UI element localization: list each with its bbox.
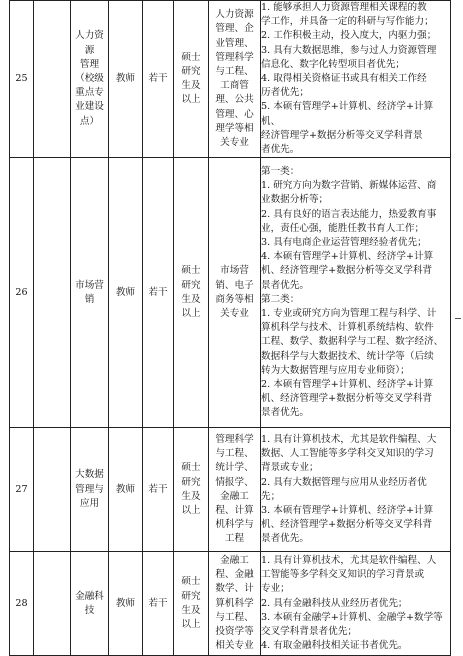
blank-cell — [34, 158, 71, 428]
requirement-line: 交叉学科背景者优先； — [261, 626, 357, 638]
degree-requirement-line: 生及 — [181, 80, 201, 92]
post-name-line: 管理与 — [75, 483, 104, 495]
other-requirements — [261, 552, 451, 656]
degree-requirement — [174, 428, 209, 552]
headcount: 若干 — [143, 552, 174, 656]
requirement-line: 3. 本硕有金融学+计算机、金融学+数学等 — [261, 611, 443, 623]
degree-requirement-line: 硕士 — [181, 265, 201, 277]
blank-cell — [34, 428, 71, 552]
major-requirement-line: 管理科学 — [215, 433, 254, 445]
requirement-line: 机、经济管理学+数据分析等交叉学科背 — [261, 393, 433, 405]
post-name — [71, 158, 109, 428]
major-requirement-line: 商务等相 — [215, 293, 254, 305]
major-requirement-line: 关专业 — [220, 136, 249, 148]
other-requirements — [261, 158, 451, 428]
requirement-line: 机、经济管理学+数据分析等交叉学科背 — [261, 265, 433, 277]
requirement-line: 2. 具有大数据管理与应用从业经历者优 — [261, 476, 427, 488]
post-name-line: 应用 — [79, 497, 100, 509]
requirement-line: 4. 有取金融科技相关证书者优先。 — [261, 640, 408, 652]
requirement-line: 第二类： — [261, 293, 300, 305]
major-requirement-line: 理学等相 — [215, 122, 254, 134]
post-title: 教师 — [109, 428, 143, 552]
major-requirement-line: 机科学与 — [215, 519, 254, 531]
degree-requirement-line: 研究 — [181, 279, 201, 291]
requirement-line: 学工作，并具备一定的科研与写作能力； — [261, 16, 434, 28]
requirement-line: 算机科学与技术、计算机系统结构、软件 — [261, 322, 434, 334]
degree-requirement-line: 以上 — [181, 618, 201, 630]
requirement-line: 2. 具有良好的语言表达能力，热爱教育事 — [261, 208, 437, 220]
major-requirement-line: 算机科学 — [215, 597, 254, 609]
major-requirement-line: 与工程、 — [215, 448, 254, 460]
post-name — [71, 428, 109, 552]
row-number: 26 — [10, 158, 34, 428]
requirement-line: 专业； — [261, 583, 290, 595]
requirement-line: 数据、人工智能等多学科交叉知识的学习 — [261, 448, 434, 460]
requirement-line: 3. 本硕有管理学+计算机、经济学+计算 — [261, 504, 434, 516]
requirement-line: 1. 专业或研究方向为管理工程与科学、计 — [261, 307, 437, 319]
post-name-line: 大数据 — [75, 469, 104, 481]
post-name-line: 业建设 — [75, 101, 104, 113]
requirement-line: 数据科学与大数据技术、统计学等（后续 — [261, 350, 434, 362]
post-name — [71, 552, 109, 656]
degree-requirement-line: 研究 — [181, 476, 201, 488]
major-requirement-line: 人力资源 — [215, 9, 254, 21]
post-name-line: 点） — [79, 115, 100, 127]
degree-requirement-line: 研究 — [181, 65, 201, 77]
requirement-line: 2. 具有金融科技从业经历者优先； — [261, 597, 408, 609]
requirement-line: 4. 本硕有管理学+计算机、经济学+计算 — [261, 251, 434, 263]
major-requirement-line: 理、公共 — [215, 94, 254, 106]
degree-requirement-line: 硕士 — [181, 576, 201, 588]
post-name — [71, 1, 109, 158]
major-requirement — [209, 158, 261, 428]
page-margin-mark — [455, 318, 461, 319]
requirement-line: 者优先。 — [261, 144, 300, 156]
degree-requirement-line: 生及 — [181, 490, 201, 502]
post-name-line: 金融科 — [75, 590, 104, 602]
major-requirement-line: 统计学、 — [215, 462, 254, 474]
major-requirement-line: 金融工 — [220, 555, 249, 567]
requirement-line: 景者优先。 — [261, 407, 309, 419]
major-requirement-line: 工商管 — [220, 80, 249, 92]
post-title: 教师 — [109, 158, 143, 428]
requirement-line: 2. 工作积极主动，投入度大，内驱力强； — [261, 30, 437, 42]
major-requirement — [209, 552, 261, 656]
requirement-line: 工智能等多学科交叉知识的学习背景或 — [261, 569, 425, 581]
requirement-line: 景者优先。 — [261, 533, 309, 545]
requirement-line: 先； — [261, 490, 281, 502]
requirement-line: 3. 具有电商企业运营管理经验者优先； — [261, 236, 427, 248]
requirement-line: 第一类： — [261, 165, 300, 177]
row-number: 27 — [10, 428, 34, 552]
post-name-line: 管理 — [79, 58, 100, 70]
major-requirement-line: 与工程、 — [215, 611, 254, 623]
requirement-line: 历者优先； — [261, 87, 309, 99]
major-requirement-line: 市场营 — [220, 265, 249, 277]
major-requirement-line: 金融工 — [220, 490, 249, 502]
requirement-line: 1. 具有计算机技术，尤其是软件编程、人 — [261, 555, 437, 567]
requirement-line: 1. 能够承担人力资源管理相关课程的教 — [261, 2, 427, 13]
major-requirement-line: 相关专业 — [215, 640, 254, 652]
requirement-line: 1. 具有计算机技术，尤其是软件编程、大 — [261, 433, 437, 445]
other-requirements — [261, 428, 451, 552]
degree-requirement-line: 以上 — [181, 307, 201, 319]
post-name-line: 人力资源 — [75, 30, 104, 56]
headcount: 若干 — [143, 1, 174, 158]
post-name-line: 销 — [84, 293, 95, 305]
major-requirement-line: 管理科学 — [215, 51, 254, 63]
major-requirement — [209, 428, 261, 552]
degree-requirement-line: 以上 — [181, 504, 201, 516]
requirement-line: 2. 本硕有管理学+计算机、经济学+计算 — [261, 378, 434, 390]
blank-cell — [34, 552, 71, 656]
requirement-line: 信息化、数字化转型项目者优先； — [261, 58, 405, 70]
requirement-line: 1. 研究方向为数字营销、新媒体运营、商 — [261, 180, 437, 192]
table-row — [10, 1, 451, 158]
degree-requirement-line: 硕士 — [181, 462, 201, 474]
post-name-line: 技 — [84, 604, 95, 616]
post-title: 教师 — [109, 1, 143, 158]
recruitment-table — [9, 0, 451, 656]
requirement-line: 转为大数据管理与应用专业师资）； — [261, 364, 410, 376]
headcount: 若干 — [143, 428, 174, 552]
degree-requirement-line: 以上 — [181, 94, 201, 106]
table-row — [10, 158, 451, 428]
major-requirement-line: 程、金融 — [215, 569, 254, 581]
major-requirement-line: 程、计算 — [215, 504, 254, 516]
requirement-line: 经济管理学+数据分析等交叉学科背景 — [261, 129, 423, 141]
degree-requirement — [174, 158, 209, 428]
major-requirement-line: 销、电子 — [215, 279, 254, 291]
major-requirement-line: 业管理、 — [215, 37, 254, 49]
degree-requirement-line: 硕士 — [181, 51, 201, 63]
major-requirement-line: 管理、心 — [215, 108, 254, 120]
requirement-line: 景者优先。 — [261, 279, 309, 291]
requirement-line: 机、经济管理学+数据分析等交叉学科背 — [261, 519, 433, 531]
major-requirement-line: 投资学等 — [215, 626, 254, 638]
row-number: 25 — [10, 1, 34, 158]
degree-requirement-line: 生及 — [181, 293, 201, 305]
table-row — [10, 552, 451, 656]
degree-requirement — [174, 1, 209, 158]
requirement-line: 业，责任心强，能胜任教书育人工作； — [261, 222, 425, 234]
major-requirement-line: 情报学、 — [215, 476, 254, 488]
degree-requirement-line: 生及 — [181, 604, 201, 616]
other-requirements — [261, 1, 451, 158]
headcount: 若干 — [143, 158, 174, 428]
major-requirement-line: 管理、企 — [215, 23, 254, 35]
requirement-line: 3. 具有大数据思维，参与过人力资源管理 — [261, 44, 437, 56]
post-name-line: 重点专 — [75, 87, 104, 99]
post-name-line: 市场营 — [75, 279, 104, 291]
major-requirement — [209, 1, 261, 158]
blank-cell — [34, 1, 71, 158]
requirement-line: 业数据分析等； — [261, 194, 329, 206]
post-title: 教师 — [109, 552, 143, 656]
major-requirement-line: 关专业 — [220, 307, 249, 319]
requirement-line: 4. 取得相关资格证书或具有相关工作经 — [261, 73, 427, 85]
table-row — [10, 428, 451, 552]
degree-requirement-line: 研究 — [181, 590, 201, 602]
degree-requirement — [174, 552, 209, 656]
requirement-line: 背景或专业； — [261, 462, 319, 474]
requirement-line: 工程、数学、数据科学与工程、数字经济、 — [261, 336, 444, 348]
row-number: 28 — [10, 552, 34, 656]
major-requirement-line: 数学、计 — [215, 583, 254, 595]
major-requirement-line: 与工程、 — [215, 65, 254, 77]
major-requirement-line: 工程 — [224, 533, 245, 545]
post-name-line: （校级 — [75, 73, 104, 85]
requirement-line: 5. 本硕有管理学+计算机、经济学+计算机、 — [261, 101, 434, 127]
table-body — [10, 1, 451, 656]
